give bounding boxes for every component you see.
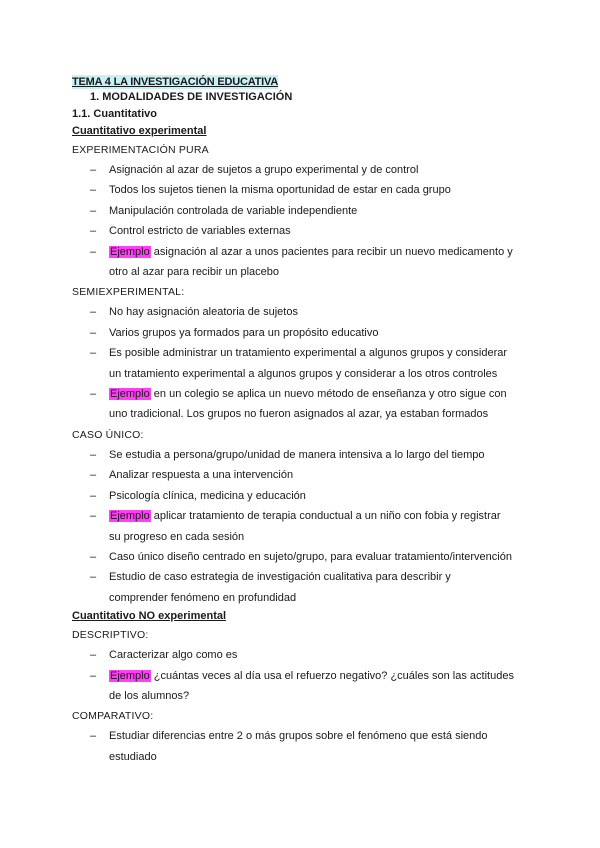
category-descriptivo: DESCRIPTIVO:	[72, 629, 149, 642]
list-item: – Todos los sujetos tienen la misma oportunidad de estar en cada grupo	[72, 180, 532, 200]
semiexperimental-list	[72, 302, 532, 424]
example-item	[72, 384, 532, 425]
comparativo-list	[72, 726, 532, 767]
example-highlight: Ejemplo	[110, 510, 150, 523]
example-text-continued: uno tradicional. Los grupos no fueron asignados al azar, ya estaban formados	[109, 408, 489, 421]
document-body	[72, 72, 532, 767]
title-row	[72, 72, 532, 89]
example-highlight: Ejemplo	[110, 245, 150, 258]
list-item	[72, 726, 532, 767]
list-item-text-continued: un tratamiento experimental a algunos grupos y considerar a los otros controles	[109, 367, 498, 380]
category-caso-unico: CASO ÚNICO:	[72, 428, 144, 441]
example-text-continued: su progreso en cada sesión	[109, 530, 245, 543]
caso-unico-list	[72, 445, 532, 608]
list-item: – Manipulación controlada de variable independiente	[72, 201, 532, 221]
document-title: TEMA 4 LA INVESTIGACIÓN EDUCATIVA	[72, 76, 279, 88]
descriptivo-list	[72, 645, 532, 706]
example-item	[72, 506, 532, 547]
list-item: – Caracterizar algo como es	[72, 645, 532, 665]
list-item-text: Estudio de caso estrategia de investigación cualitativa para describir y	[109, 571, 451, 584]
list-item-text: Estudiar diferencias entre 2 o más grupos sobre el fenómeno que está siendo	[109, 730, 488, 743]
example-text: en un colegio se aplica un nuevo método de enseñanza y otro sigue con	[150, 388, 507, 401]
experimental-heading: Cuantitativo experimental	[72, 125, 207, 137]
list-item: – Control estricto de variables externas	[72, 221, 532, 241]
subsection-heading: 1.1. Cuantitativo	[72, 108, 157, 120]
example-item	[72, 242, 532, 283]
example-text: aplicar tratamiento de terapia conductual a un niño con fobia y registrar	[150, 510, 501, 523]
list-item: – Caso único diseño centrado en sujeto/grupo, para evaluar tratamiento/intervención	[72, 547, 532, 567]
example-item	[72, 666, 532, 707]
example-text: ¿cuántas veces al día usa el refuerzo negativo? ¿cuáles son las actitudes	[150, 669, 514, 682]
no-experimental-heading: Cuantitativo NO experimental	[72, 610, 227, 623]
list-item: – No hay asignación aleatoria de sujetos	[72, 302, 532, 322]
example-highlight: Ejemplo	[110, 388, 150, 401]
example-highlight: Ejemplo	[110, 669, 150, 682]
example-text-continued: otro al azar para recibir un placebo	[109, 266, 279, 279]
example-text: asignación al azar a unos pacientes para recibir un nuevo medicamento y	[150, 245, 513, 258]
list-item-text-continued: comprender fenómeno en profundidad	[109, 591, 297, 604]
example-text-continued: de los alumnos?	[109, 689, 190, 702]
list-item	[72, 567, 532, 608]
list-item	[72, 343, 532, 384]
list-item: – Analizar respuesta a una intervención	[72, 465, 532, 485]
list-item-text-continued: estudiado	[109, 750, 157, 763]
experimentacion-pura-list	[72, 160, 532, 282]
list-item: – Varios grupos ya formados para un propósito educativo	[72, 323, 532, 343]
category-experimentacion-pura: EXPERIMENTACIÓN PURA	[72, 144, 209, 156]
category-semiexperimental: SEMIEXPERIMENTAL:	[72, 286, 185, 299]
category-comparativo: COMPARATIVO:	[72, 710, 154, 723]
list-item-text: Es posible administrar un tratamiento experimental a algunos grupos y considerar	[109, 347, 508, 360]
list-item: – Psicología clínica, medicina y educación	[72, 486, 532, 506]
list-item: – Se estudia a persona/grupo/unidad de manera intensiva a lo largo del tiempo	[72, 445, 532, 465]
section-heading: 1. MODALIDADES DE INVESTIGACIÓN	[90, 91, 293, 103]
list-item: – Asignación al azar de sujetos a grupo experimental y de control	[72, 160, 532, 180]
